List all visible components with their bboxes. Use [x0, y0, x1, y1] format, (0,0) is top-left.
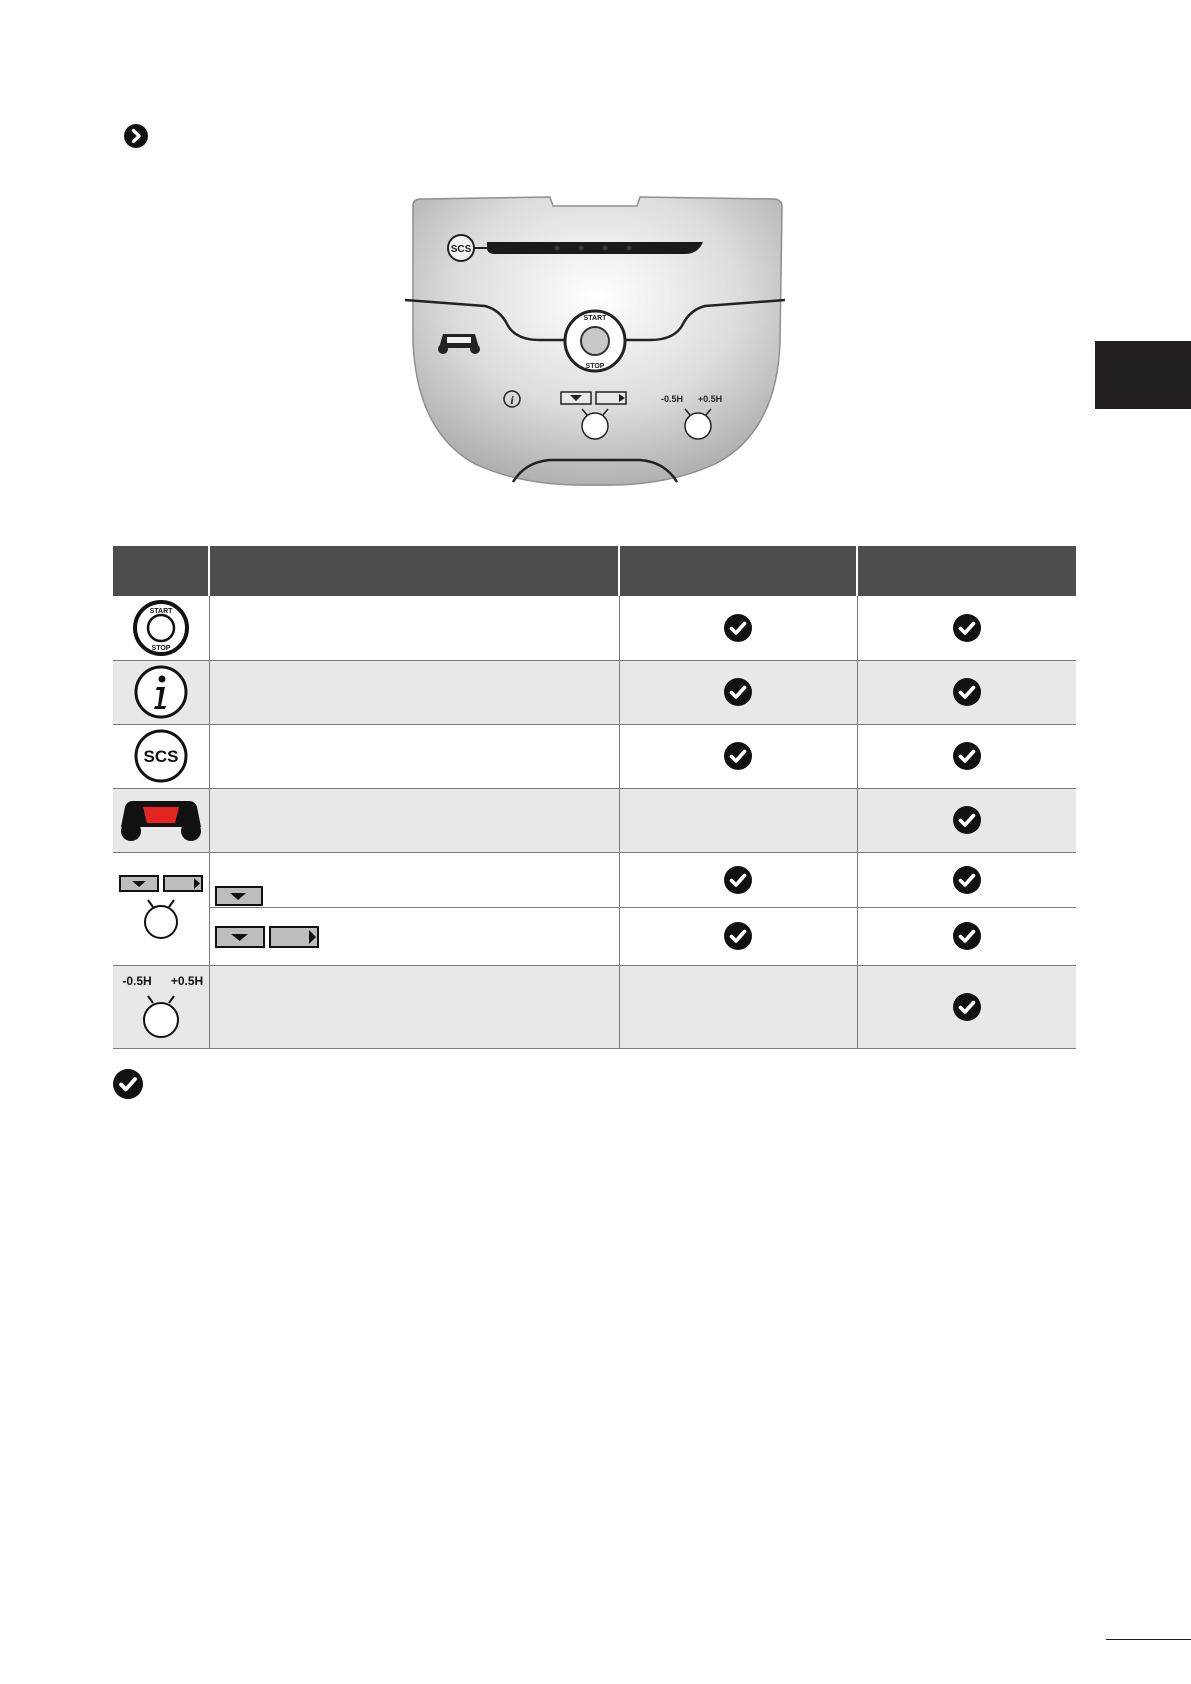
floor-and-walls-icon — [215, 926, 319, 948]
function-cell — [209, 660, 619, 724]
svg-text:i: i — [510, 393, 514, 407]
panel-scs-button — [448, 235, 474, 261]
svg-text:+0.5H: +0.5H — [170, 973, 203, 988]
table-row — [113, 907, 1076, 965]
checkmark-icon — [953, 866, 981, 894]
chevron-right-icon — [124, 124, 148, 148]
svg-text:-0.5H: -0.5H — [660, 394, 684, 404]
start-stop-icon — [133, 600, 189, 656]
svg-text:SCS: SCS — [143, 747, 179, 766]
scs-icon — [133, 728, 189, 784]
function-cell — [209, 852, 619, 907]
function-cell — [209, 965, 619, 1048]
checkmark-icon — [953, 922, 981, 950]
header-cell-model-a — [619, 546, 857, 596]
svg-text:SCS: SCS — [450, 244, 472, 255]
svg-text:STOP: STOP — [585, 363, 605, 370]
svg-text:START: START — [583, 315, 607, 322]
header-cell-function — [209, 546, 619, 596]
function-cell — [209, 724, 619, 788]
side-tab — [1095, 341, 1191, 409]
footer-rule — [1106, 1639, 1191, 1640]
info-icon — [133, 664, 189, 720]
checkmark-icon — [724, 922, 752, 950]
table-row — [113, 660, 1076, 724]
time-adjust-icon — [115, 972, 207, 1042]
table-row — [113, 724, 1076, 788]
checkmark-icon — [953, 993, 981, 1021]
checkmark-icon — [953, 806, 981, 834]
checkmark-icon — [953, 614, 981, 642]
cycle-mode-icon — [118, 874, 204, 944]
function-cell — [209, 907, 619, 965]
header-cell-icon — [113, 546, 209, 596]
svg-text:-0.5H: -0.5H — [122, 973, 152, 988]
checkmark-icon — [724, 742, 752, 770]
led-bar — [487, 242, 703, 254]
table-header-row — [113, 546, 1076, 596]
checkmark-icon — [953, 678, 981, 706]
panel-time-button — [685, 409, 711, 439]
svg-text:STOP: STOP — [151, 644, 171, 652]
panel-mode-button — [582, 409, 608, 439]
floor-only-icon — [215, 886, 263, 906]
table-row — [113, 596, 1076, 660]
table-row — [113, 965, 1076, 1048]
svg-text:START: START — [149, 607, 173, 615]
legend-checkmark-icon — [113, 1069, 143, 1099]
feature-table — [113, 546, 1076, 1049]
table-row — [113, 788, 1076, 852]
checkmark-icon — [724, 866, 752, 894]
table-row — [113, 852, 1076, 907]
checkmark-icon — [724, 678, 752, 706]
function-cell — [209, 788, 619, 852]
robot-lift-icon — [119, 797, 203, 843]
checkmark-icon — [724, 614, 752, 642]
checkmark-icon — [953, 742, 981, 770]
header-cell-model-b — [857, 546, 1076, 596]
svg-text:+0.5H: +0.5H — [697, 394, 723, 404]
function-cell — [209, 596, 619, 660]
control-panel-illustration — [405, 192, 785, 487]
panel-start-stop-button — [565, 311, 625, 371]
